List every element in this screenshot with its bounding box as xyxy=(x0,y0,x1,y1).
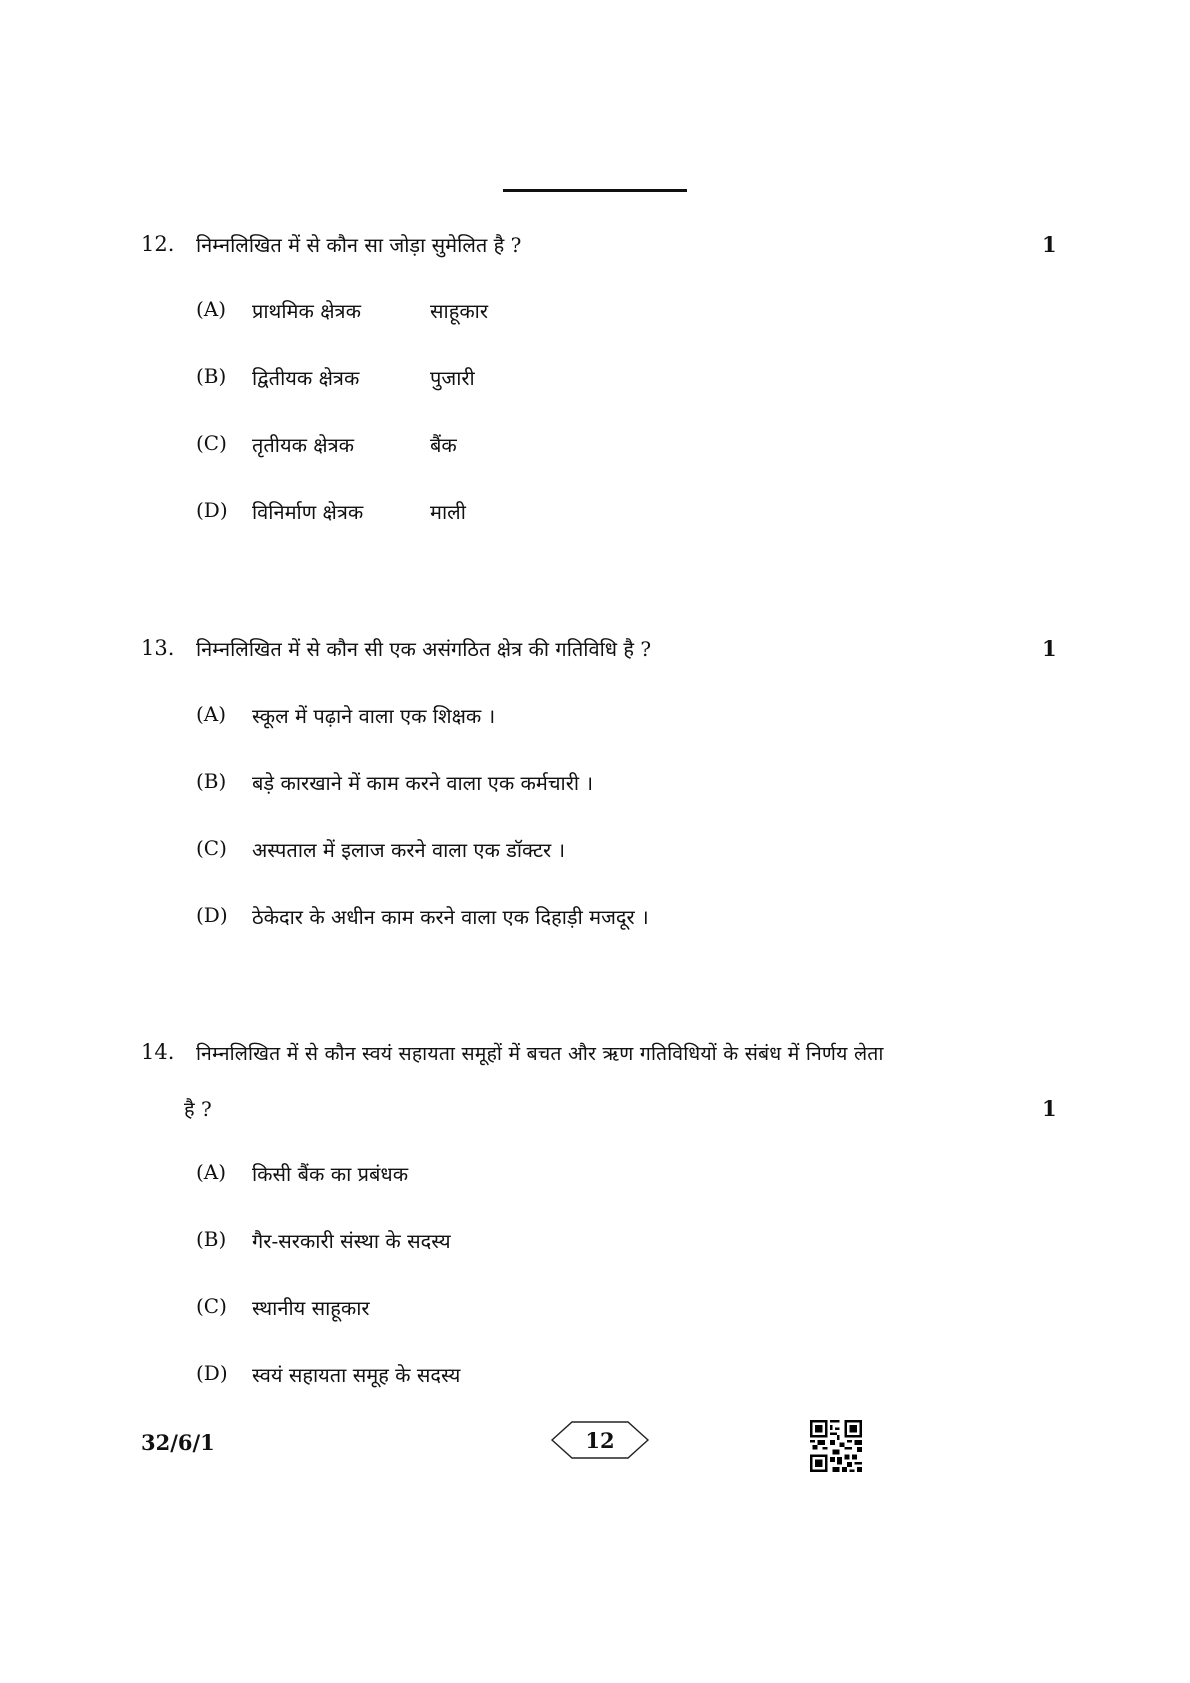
option-text: ठेकेदार के अधीन काम करने वाला एक दिहाड़ी मजदूर । xyxy=(252,905,649,929)
question-number: 13. xyxy=(141,636,175,660)
option-label: (C) xyxy=(196,431,227,455)
page-number-badge xyxy=(550,1420,650,1460)
option-label: (A) xyxy=(196,297,227,321)
question-number: 12. xyxy=(141,232,175,256)
question-text-continued: है ? xyxy=(184,1097,212,1121)
question-text: निम्नलिखित में से कौन सा जोड़ा सुमेलित है ? xyxy=(196,233,522,257)
option-text: स्वयं सहायता समूह के सदस्य xyxy=(252,1363,461,1387)
option-text: स्कूल में पढ़ाने वाला एक शिक्षक । xyxy=(252,704,496,728)
option-match: साहूकार xyxy=(430,299,489,323)
option-label: (B) xyxy=(196,1227,227,1251)
section-divider-rule xyxy=(503,189,687,192)
option-match: माली xyxy=(430,500,466,524)
option-label: (D) xyxy=(196,498,228,522)
option-label: (A) xyxy=(196,702,227,726)
option-text: विनिर्माण क्षेत्रक xyxy=(252,500,364,524)
option-match: बैंक xyxy=(430,433,457,457)
option-text: द्वितीयक क्षेत्रक xyxy=(252,366,360,390)
page-number: 12 xyxy=(585,1428,615,1453)
option-text: किसी बैंक का प्रबंधक xyxy=(252,1162,409,1186)
option-text: गैर-सरकारी संस्था के सदस्य xyxy=(252,1229,451,1253)
question-number: 14. xyxy=(141,1040,175,1064)
option-label: (C) xyxy=(196,1294,227,1318)
question-marks: 1 xyxy=(1042,636,1057,661)
option-label: (C) xyxy=(196,836,227,860)
paper-code: 32/6/1 xyxy=(141,1430,215,1455)
option-text: प्राथमिक क्षेत्रक xyxy=(252,299,361,323)
option-label: (A) xyxy=(196,1160,227,1184)
option-label: (B) xyxy=(196,769,227,793)
option-match: पुजारी xyxy=(430,366,475,390)
qr-code-icon xyxy=(810,1420,862,1472)
option-text: तृतीयक क्षेत्रक xyxy=(252,433,355,457)
question-marks: 1 xyxy=(1042,232,1057,257)
question-marks: 1 xyxy=(1042,1096,1057,1121)
option-text: बड़े कारखाने में काम करने वाला एक कर्मचारी । xyxy=(252,771,594,795)
option-text: स्थानीय साहूकार xyxy=(252,1296,370,1320)
option-label: (D) xyxy=(196,1361,228,1385)
option-label: (D) xyxy=(196,903,228,927)
option-label: (B) xyxy=(196,364,227,388)
option-text: अस्पताल में इलाज करने वाला एक डॉक्टर । xyxy=(252,838,566,862)
question-text: निम्नलिखित में से कौन स्वयं सहायता समूहों में बचत और ऋण गतिविधियों के संबंध में निर्णय लेता xyxy=(196,1042,884,1065)
question-text: निम्नलिखित में से कौन सी एक असंगठित क्षेत्र की गतिविधि है ? xyxy=(196,637,652,661)
